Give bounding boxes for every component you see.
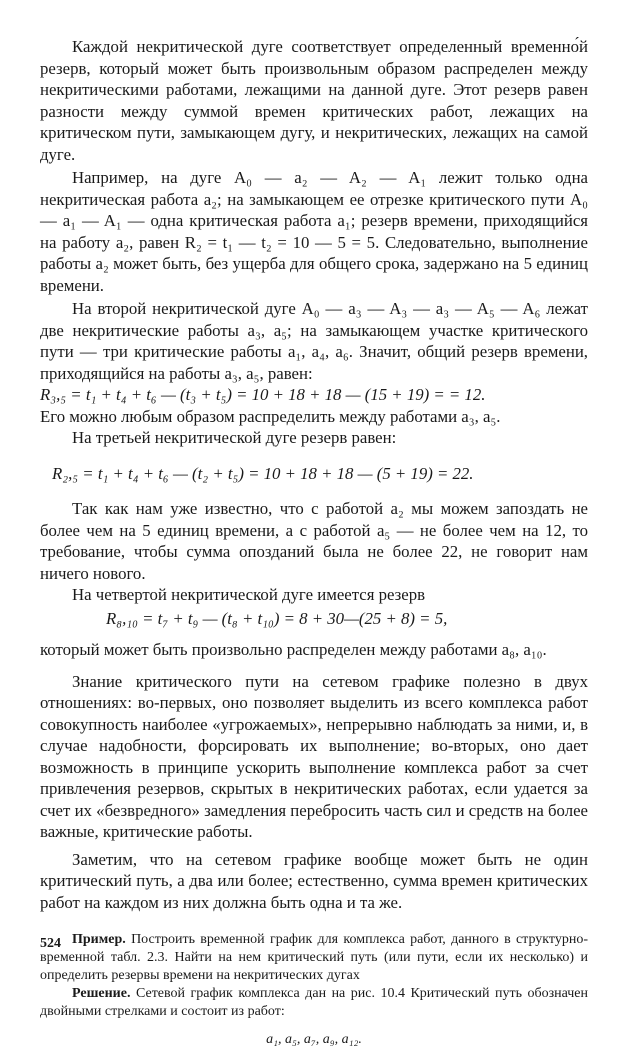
solution-label: Решение. (72, 986, 131, 1001)
example-text: Построить временной график для комплекса работ, данного в структурно-временной табл. 2.3. Найти на нем критический путь (или пути, если их несколько) и определить резервы времени на некритических дугах (40, 932, 588, 983)
formula-r35: R₃,₅ = t₁ + t₄ + t₆ — (t₃ + t₅) = 10 + 18 + 18 — (15 + 19) = = 12. (40, 385, 486, 404)
paragraph-arc-4: На четвертой некритической дуге имеется резерв (72, 585, 426, 604)
paragraph-critical-path-use: Знание критического пути на сетевом графике полезно в двух отношениях: во-первых, оно позволяет выделить из всего комплекса работ совокупность наиболее «угрожаемых», непрерывно наблюдать за ними, и, в случае надобности, форсировать их выполнение; во-вторых, оно дает возможность в принципе ускорить выполнение комплекса работ за счет привлечения резервов, скрытых в некритических работах, если удается за счет их «безвредного» замедления перебросить часть сил и средств на более важные, критические работы. (40, 671, 588, 841)
paragraph-reserve-definition: Каждой некритической дуге соответствует определенный временно́й резерв, который может быть произвольным образом распределен между некритическими работами, лежащими на данной дуге. Этот резерв равен разности между суммой времен критических работ, лежащих на критическом пути, замыкающем дугу, и некритических, лежащих на самой дуге. (40, 37, 588, 164)
formula-r810: R₈,₁₀ = t₇ + t₉ — (t₈ + t₁₀) = 8 + 30—(25 + 8) = 5, (106, 608, 448, 628)
paragraph-multiple-paths: Заметим, что на сетевом графике вообще может быть не один критический путь, а два или более; естественно, сумма времен критических работ на каждом из них должна быть одна и та же. (40, 849, 588, 912)
page-number: 524 (40, 936, 61, 951)
example-block (40, 931, 588, 985)
paragraph-example-arc-1: Например, на дуге A₀ — a₂ — A₂ — A₁ лежит только одна некритическая работа a₂; на замыкающем ее отрезке критического пути A₀ — a₁ — A₁ — одна критическая работа a₁; резерв времени, приходящийся на работу a₂, равен R₂ = t₁ — t₂ = 10 — 5 = 5. Следовательно, выполнение работы a₂ может быть, без ущерба для общего срока, задержано на 5 единиц времени. (40, 168, 588, 295)
paragraph-distribute-2: который может быть произвольно распределен между работами a₈, a₁₀. (40, 640, 547, 659)
paragraph-delay: Так как нам уже известно, что с работой a₂ мы можем запоздать не более чем на 5 единиц времени, а с работой a₅ — не более чем на 12, то требование, чтобы сумма опозданий была не более 22, не говорит нам ничего нового. (40, 499, 588, 583)
critical-works-list: a₁, a₅, a₇, a₉, a₁₂. (266, 1032, 362, 1047)
solution-block (40, 985, 588, 1021)
example-label: Пример. (72, 932, 126, 947)
page-content (40, 36, 588, 1049)
paragraph-distribute: Его можно любым образом распределить между работами a₃, a₅. (40, 406, 501, 426)
solution-text: Сетевой график комплекса дан на рис. 10.4 Критический путь обозначен двойными стрелками и состоит из работ: (40, 986, 589, 1019)
formula-r25: R₂,₅ = t₁ + t₄ + t₆ — (t₂ + t₅) = 10 + 18 + 18 — (5 + 19) = 22. (52, 463, 474, 483)
paragraph-arc-3: На третьей некритической дуге резерв равен: (72, 428, 397, 447)
paragraph-example-arc-2: На второй некритической дуге A₀ — a₃ — A₃ — a₃ — A₅ — A₆ лежат две некритические работы a₃, a₅; на замыкающем участке критического пути — три критические работы a₁, a₄, a₆. Значит, общий резерв времени, приходящийся на работы a₃, a₅, равен: (40, 299, 588, 383)
